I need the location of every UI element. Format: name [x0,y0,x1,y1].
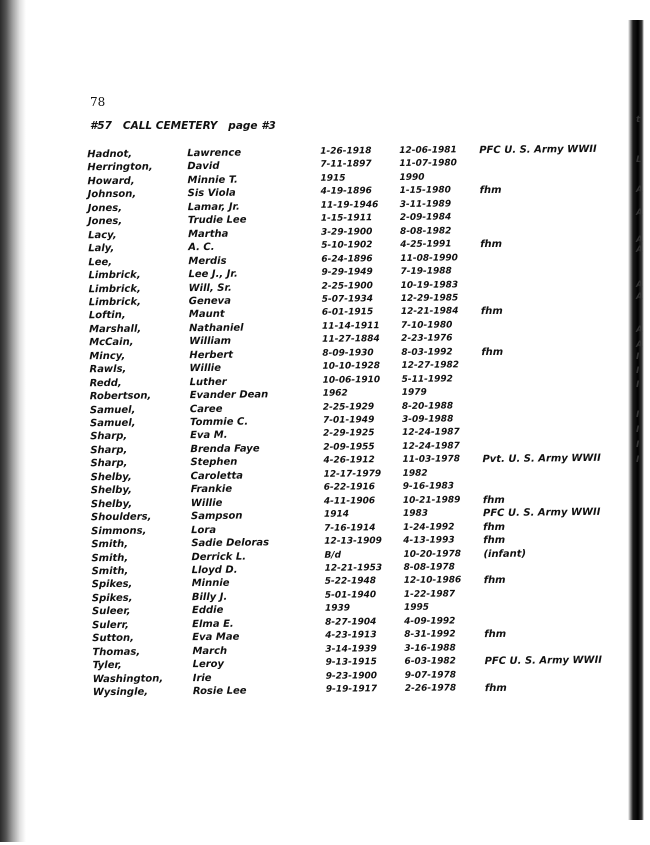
bleed-letter: A [636,245,643,255]
surname-cell: Shelby, [90,498,133,510]
surname-cell: Laly, [88,243,115,255]
birth-date-cell: 8-27-1904 [325,616,377,628]
note-cell: fhm [483,521,506,533]
surname-cell: Sharp, [90,431,128,443]
given-name-cell: Willie [190,497,223,509]
surname-cell: Robertson, [89,390,152,403]
header-cemetery: CALL CEMETERY [122,120,218,132]
given-name-cell: Maunt [188,309,225,321]
bleed-letter: I [636,440,640,450]
note-cell: fhm [480,306,503,318]
surname-cell: Smith, [91,552,129,564]
note-cell: fhm [483,534,506,547]
death-date-cell: 10-21-1989 [402,495,461,506]
bleed-letter: A [636,280,643,290]
birth-date-cell: 2-09-1955 [323,442,375,453]
surname-cell: Shelby, [90,485,133,497]
given-name-cell: Minnie T. [187,174,238,187]
death-date-cell: 11-07-1980 [399,158,457,170]
death-date-cell: 12-29-1985 [400,293,459,304]
note-cell: fhm [481,346,504,358]
birth-date-cell: 3-29-1900 [320,226,373,238]
bleed-letter: A [636,185,643,195]
death-date-cell: 11-08-1990 [400,252,458,264]
surname-cell: Suleer, [91,606,131,618]
birth-date-cell: 1962 [322,388,348,399]
birth-date-cell: 3-14-1939 [325,643,377,655]
death-date-cell: 10-19-1983 [400,279,459,291]
birth-date-cell: 6-01-1915 [321,307,374,319]
surname-cell: Herrington, [87,161,153,174]
given-name-cell: Lora [191,524,217,536]
death-date-cell: 6-03-1982 [404,656,456,668]
surname-cell: Samuel, [89,404,136,416]
surname-cell: Redd, [89,377,122,389]
bleed-letter: L [636,155,642,165]
death-date-cell: 9-16-1983 [402,481,455,493]
birth-date-cell: 4-26-1912 [323,455,375,467]
surname-cell: Limbrick, [88,269,141,282]
given-name-cell: Sis Viola [187,188,236,200]
note-cell: fhm [479,185,502,197]
given-name-cell: Martha [187,228,229,240]
death-date-cell: 1983 [402,508,429,520]
birth-date-cell: 5-01-1940 [324,590,377,601]
surname-cell: Mincy, [89,350,126,362]
death-date-cell: 3-16-1988 [404,643,456,654]
birth-date-cell: 7-11-1897 [320,159,372,171]
birth-date-cell: 1-15-1911 [320,213,373,225]
surname-cell: Sutton, [92,632,135,645]
birth-date-cell: 12-21-1953 [324,563,383,574]
death-date-cell: 2-09-1984 [399,212,452,224]
death-date-cell: 7-10-1980 [400,320,453,331]
given-name-cell: Eva M. [190,430,228,442]
surname-cell: Washington, [92,672,164,685]
birth-date-cell: 9-29-1949 [321,267,373,278]
death-date-cell: 4-09-1992 [404,616,456,627]
birth-date-cell: 6-22-1916 [323,482,376,494]
given-name-cell: Lloyd D. [191,564,238,577]
birth-date-cell: 4-19-1896 [320,186,372,198]
surname-cell: Tyler, [92,659,122,672]
birth-date-cell: 1-26-1918 [320,146,372,157]
birth-date-cell: 2-29-1925 [323,428,375,440]
death-date-cell: 12-24-1987 [402,441,460,452]
header-page: page #3 [228,120,276,132]
surname-cell: Spikes, [91,592,133,605]
death-date-cell: 1-22-1987 [403,589,456,600]
death-date-cell: 2-23-1976 [401,333,453,345]
death-date-cell: 1990 [399,172,425,183]
surname-cell: McCain, [89,337,134,349]
surname-cell: Shelby, [90,471,132,483]
note-cell: fhm [484,629,507,641]
bleed-letter: I [636,455,640,465]
death-date-cell: 1-24-1992 [403,521,455,533]
birth-date-cell: 4-23-1913 [325,630,377,641]
surname-cell: Johnson, [87,189,137,201]
surname-cell: Spikes, [91,579,133,591]
bleed-letter: I [636,380,640,390]
surname-cell: Rawls, [89,364,127,376]
birth-date-cell: 10-10-1928 [322,361,381,372]
given-name-cell: Trudie Lee [187,214,247,227]
note-cell: fhm [483,575,506,587]
bleed-letter: A [636,325,643,335]
death-date-cell: 7-19-1988 [400,266,452,277]
given-name-cell: Lawrence [187,147,242,160]
death-date-cell: 4-25-1991 [400,239,452,251]
note-cell: Pvt. U. S. Army WWII [482,453,601,466]
birth-date-cell: 10-06-1910 [322,374,381,386]
given-name-cell: Luther [189,376,227,388]
given-name-cell: March [192,645,228,657]
surname-cell: Hadnot, [87,148,133,161]
birth-date-cell: 12-17-1979 [323,468,382,480]
surname-cell: Shoulders, [90,511,152,524]
surname-cell: Sulerr, [92,619,129,631]
death-date-cell: 8-31-1992 [404,629,456,641]
given-name-cell: William [189,336,232,348]
surname-cell: Jones, [87,202,123,215]
bleed-letter: I [636,366,640,376]
birth-date-cell: 9-13-1915 [325,657,377,668]
bleed-letter: A [636,340,643,350]
birth-date-cell: 5-07-1934 [321,294,374,305]
surname-cell: Loftin, [88,310,126,322]
death-date-cell: 8-08-1982 [399,226,452,237]
header-number: #57 [90,120,112,132]
surname-cell: Limbrick, [88,296,141,309]
given-name-cell: Lee J., Jr. [188,268,238,281]
death-date-cell: 8-03-1992 [401,347,453,358]
given-name-cell: Billy J. [191,591,228,603]
birth-date-cell: 1914 [323,509,350,520]
death-date-cell: 12-24-1987 [402,427,460,439]
bleed-letter: t [636,115,641,125]
bleed-letter: A [636,235,643,245]
death-date-cell: 12-27-1982 [401,360,460,372]
death-date-cell: 12-10-1986 [403,575,462,587]
death-date-cell: 10-20-1978 [403,548,462,560]
death-date-cell: 1995 [403,602,430,614]
death-date-cell: 11-03-1978 [402,454,461,466]
given-name-cell: Nathaniel [188,322,244,335]
death-date-cell: 12-06-1981 [399,145,457,156]
birth-date-cell: 11-14-1911 [321,321,380,332]
given-name-cell: Sadie Deloras [191,537,270,550]
note-cell: (infant) [483,548,527,560]
given-name-cell: Will, Sr. [188,282,232,294]
death-date-cell: 9-07-1978 [404,669,457,681]
given-name-cell: Eddie [191,605,224,617]
death-date-cell: 1982 [402,468,428,479]
given-name-cell: Tommie C. [189,416,249,429]
birth-date-cell: 5-10-1902 [321,240,373,251]
surname-cell: Wysingle, [92,686,149,699]
birth-date-cell: 1939 [324,603,351,615]
surname-cell: Lee, [88,256,113,268]
surname-cell: Marshall, [88,323,142,336]
note-cell: fhm [480,239,503,251]
given-name-cell: Caroletta [190,470,244,482]
page-number: 78 [90,95,106,109]
surname-cell: Sharp, [90,458,128,470]
death-date-cell: 3-09-1988 [401,414,454,425]
birth-date-cell: 12-13-1909 [324,536,382,547]
bleed-letter: I [636,352,640,362]
given-name-cell: David [187,161,220,173]
birth-date-cell: 11-19-1946 [320,199,379,211]
given-name-cell: Leroy [192,658,225,671]
death-date-cell: 8-20-1988 [401,400,454,412]
birth-date-cell: 2-25-1929 [322,401,375,413]
birth-date-cell: 9-23-1900 [325,670,378,682]
given-name-cell: Caree [189,403,223,415]
given-name-cell: Eva Mae [192,631,240,644]
birth-date-cell: B/d [324,550,342,561]
surname-cell: Smith, [91,538,129,551]
note-cell: PFC U. S. Army WWII [479,143,597,157]
surname-cell: Smith, [91,565,129,578]
bleed-letter: A [636,208,643,218]
birth-date-cell: 5-22-1948 [324,576,377,588]
birth-date-cell: 2-25-1900 [321,280,373,292]
given-name-cell: Merdis [188,255,227,267]
death-date-cell: 1979 [401,387,427,399]
note-cell: PFC U. S. Army WWII [484,654,603,668]
birth-date-cell: 4-11-1906 [323,495,376,507]
surname-cell: Thomas, [92,646,141,658]
given-name-cell: Elma E. [192,618,234,630]
given-name-cell: Minnie [191,578,230,590]
given-name-cell: Geneva [188,295,231,308]
birth-date-cell: 11-27-1884 [322,334,380,346]
birth-date-cell: 8-09-1930 [322,347,374,359]
death-date-cell: 1-15-1980 [399,185,451,197]
death-date-cell: 2-26-1978 [404,683,457,694]
bleed-letter: I [636,410,640,420]
given-name-cell: Irie [192,672,212,684]
death-date-cell: 4-13-1993 [403,535,455,546]
surname-cell: Howard, [87,175,135,188]
given-name-cell: A. C. [188,242,215,254]
given-name-cell: Willie [189,363,222,375]
surname-cell: Limbrick, [88,283,141,295]
surname-cell: Samuel, [89,417,136,430]
given-name-cell: Brenda Faye [190,443,260,456]
surname-cell: Sharp, [90,444,128,457]
given-name-cell: Evander Dean [189,389,269,402]
note-cell: fhm [484,682,507,695]
surname-cell: Jones, [87,216,123,228]
birth-date-cell: 1915 [320,173,346,184]
given-name-cell: Frankie [190,483,233,496]
given-name-cell: Rosie Lee [192,685,247,698]
note-cell: PFC U. S. Army WWII [482,506,601,520]
given-name-cell: Sampson [190,510,243,523]
death-date-cell: 8-08-1978 [403,562,455,573]
bleed-letter: A [636,292,643,302]
surname-cell: Simmons, [91,525,147,537]
birth-date-cell: 9-19-1917 [325,684,378,695]
bleed-letter: I [636,425,640,435]
surname-cell: Lacy, [87,229,117,241]
death-date-cell: 5-11-1992 [401,374,453,385]
given-name-cell: Derrick L. [191,551,247,563]
death-date-cell: 3-11-1989 [399,199,452,210]
birth-date-cell: 6-24-1896 [321,253,373,265]
given-name-cell: Herbert [189,349,234,361]
given-name-cell: Stephen [190,457,238,469]
death-date-cell: 12-21-1984 [400,306,459,318]
birth-date-cell: 7-01-1949 [322,415,375,426]
birth-date-cell: 7-16-1914 [324,522,376,534]
given-name-cell: Lamar, Jr. [187,201,240,213]
note-cell: fhm [482,494,505,506]
